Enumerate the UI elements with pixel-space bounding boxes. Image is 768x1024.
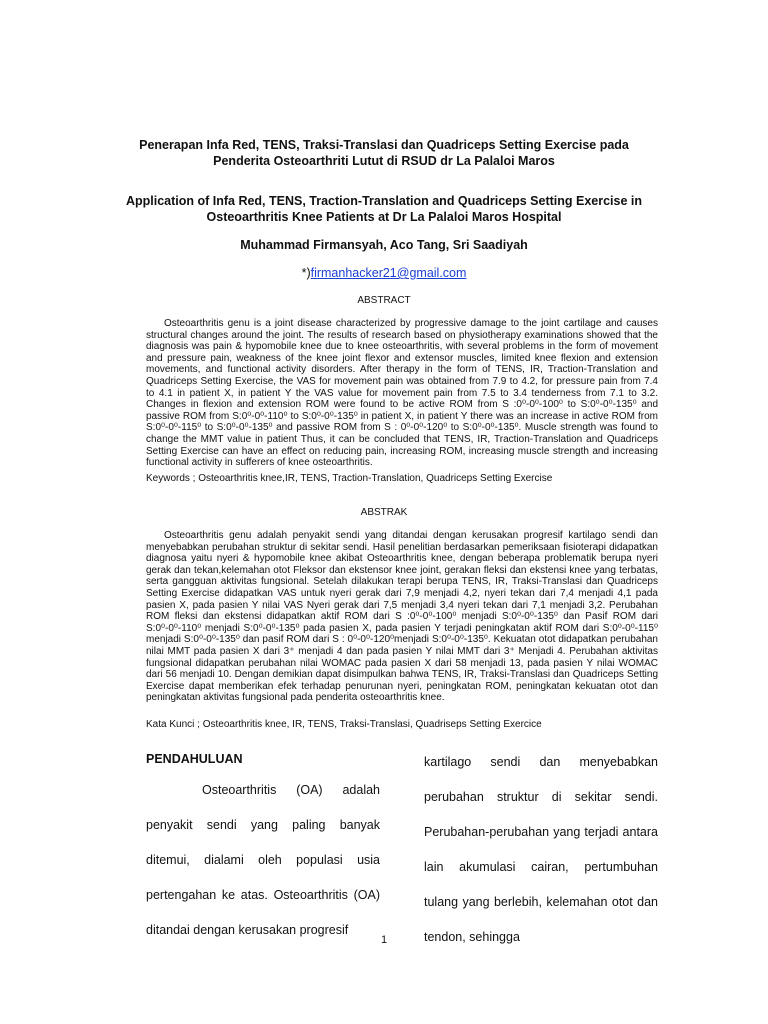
abstrak-indonesian-text: Osteoarthritis genu adalah penyakit sendi yang ditandai dengan kerusakan progresif kartilago sendi dan menyebabkan perubahan struktur di sekitar sendi. Hasil penelitian berdasarkan pemeriksaan fisioterapi didapatkan diagnosa yaitu nyeri & hypomobile knee akibat Osteoarthritis knee, dengan beberapa problematik berupa nyeri gerak dan tekan,kelemahan otot Fleksor dan ekstensor knee joint, gerakan fleksi dan ekstensi knee yang terbatas, serta gangguan aktivitas fungsional. Setelah dilakukan terapi berupa TENS, IR, Traksi-Translasi dan Quadriceps Setting Exercise didapatkan VAS untuk nyeri gerak dari 7,9 menjadi 4,2, nyeri tekan dari 7,4 menjadi 4,1 pada pasien X, pada pasien Y nilai VAS Nyeri gerak dari 7,5 menjadi 3,4 nyeri tekan dari 7,1 menjadi 3,2. Perubahan ROM fleksi dan ekstensi didapatkan aktif ROM dari S :0⁰-0⁰-100⁰ menjadi S:0⁰-0⁰-135⁰ dan Pasif ROM dari S:0⁰-0⁰-110⁰ menjadi S:0⁰-0⁰-135⁰ pada pasien X, pada pasien Y terjadi peningkatan aktif ROM dari S:0⁰-0⁰-115⁰ menjadi S:0⁰-0⁰-135⁰ dan pasif ROM dari S : 0⁰-0⁰-120⁰menjadi S:0⁰-0⁰-135⁰. Kekuatan otot didapatkan perubahan nilai MMT pada pasien X dari 3⁺ menjadi 4 dan pada pasien Y nilai MMT dari 3⁺ Menjadi 4. Perubahan aktivitas fungsional didapatkan perubahan nilai WOMAC pada pasien X dari 58 menjadi 13, pada pasien Y nilai WOMAC dari 56 menjadi 10. Dengan demikian dapat disimpulkan bahwa TENS, IR, Traksi-Translasi dan Quadriceps Setting Exercise dapat memberikan efek terhadap penurunan nyeri, peningkatan ROM, peningkatan kekuatan otot dan peningkatan aktivitas fungsional pada penderita osteoarthritis knee. — [146, 530, 658, 704]
page-number: 1 — [380, 934, 388, 946]
title-english: Application of Infa Red, TENS, Traction-Translation and Quadriceps Setting Exercise in Osteoarthritis Knee Patients at Dr La Palaloi Maros Hospital — [125, 194, 643, 224]
body-column-left — [146, 745, 380, 937]
body-column-right — [424, 745, 658, 944]
abstrak-heading: ABSTRAK — [360, 507, 408, 518]
abstract-english-text: Osteoarthritis genu is a joint disease characterized by progressive damage to the joint cartilage and causes structural changes around the joint. The results of research based on physiotherapy examinations showed that the diagnosis was pain & hypomobile knee due to knee osteoarthritis, with several problems in the form of movement and pressure pain, weakness of the knee joint flexor and extensor muscles, limited knee flexion and extension movements, and functional activity disorders. After therapy in the form of TENS, IR, Traction-Translation and Quadriceps Setting Exercise, the VAS for movement pain was obtained from 7.9 to 4.2, for pressure pain from 7.4 to 4.1 in patient X, in patient Y the VAS value for movement pain from 7.5 to 3.4 tenderness from 7.1 to 3.2. Changes in flexion and extension ROM were found to be active ROM from S :0⁰-0⁰-100⁰ to S:0⁰-0⁰-135⁰ and passive ROM from S:0⁰-0⁰-110⁰ to S:0⁰-0⁰-135⁰ in patient X, in patient Y there was an increase in active ROM from S:0⁰-0⁰-115⁰ to S:0⁰-0⁰-135⁰ and passive ROM from S : 0⁰-0⁰-120⁰ to S:0⁰-0⁰-135⁰. Muscle strength was found to change the MMT value in patient Thus, it can be concluded that TENS, IR, Traction-Translation and Quadriceps Setting Exercise can have an effect on reducing pain, increasing ROM, increasing muscle strength and increasing functional activity in sufferers of knee osteoarthritis. — [146, 318, 658, 469]
keywords-english: Keywords ; Osteoarthritis knee,IR, TENS, Traction-Translation, Quadriceps Setting Exercise — [146, 473, 553, 484]
section-heading-pendahuluan: PENDAHULUAN — [146, 752, 243, 766]
body-paragraph-left: Osteoarthritis (OA) adalah penyakit sendi yang paling banyak ditemui, dialami oleh populasi usia pertengahan ke atas. Osteoarthritis (OA) ditandai dengan kerusakan progresif — [146, 783, 380, 937]
abstract-heading: ABSTRACT — [357, 295, 411, 306]
keywords-indonesian: Kata Kunci ; Osteoarthritis knee, IR, TENS, Traksi-Translasi, Quadriseps Setting Exercice — [146, 719, 542, 730]
email-prefix: *) — [301, 266, 311, 280]
author-list: Muhammad Firmansyah, Aco Tang, Sri Saadiyah — [240, 238, 528, 252]
title-indonesian: Penerapan Infa Red, TENS, Traksi-Translasi dan Quadriceps Setting Exercise pada Penderita Osteoarthriti Lutut di RSUD dr La Palaloi Maros — [139, 138, 629, 168]
email-link[interactable]: firmanhacker21@gmail.com — [310, 266, 467, 280]
body-paragraph-right: kartilago sendi dan menyebabkan perubahan struktur di sekitar sendi. Perubahan-perubahan yang terjadi antara lain akumulasi cairan, pertumbuhan tulang yang berlebih, kelemahan otot dan tendon, sehingga — [424, 755, 658, 944]
contact-line — [120, 265, 648, 281]
